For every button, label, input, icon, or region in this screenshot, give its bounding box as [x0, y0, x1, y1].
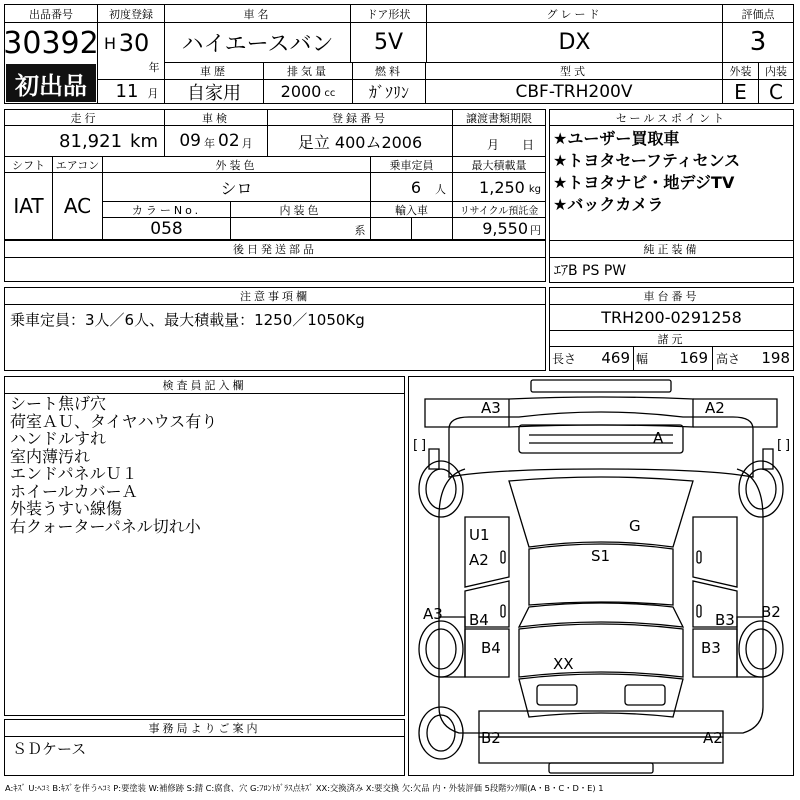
inspector-label: 検査員記入欄 [5, 377, 404, 393]
shift: IAT [13, 194, 44, 218]
insp-month-unit: 月 [241, 137, 253, 150]
door-label: ドア形状 [351, 5, 426, 22]
history: 自家用 [187, 82, 241, 104]
dims-label: 諸元 [550, 331, 793, 346]
svg-text:[: [ [413, 438, 419, 453]
damage-mark-a2-front-right: A2 [705, 399, 725, 417]
capacity-label: 乗車定員 [371, 157, 452, 172]
damage-mark-b3-right-quarter: B3 [701, 639, 721, 657]
month-unit: 月 [147, 87, 159, 100]
equipment: ｴｱB PS PW [554, 263, 627, 279]
length-value: 469 [601, 349, 630, 367]
reg-no-label: 登録番号 [268, 110, 452, 125]
reg-no: 足立 400ム2006 [297, 132, 423, 152]
interior-label: 内装 [759, 63, 793, 79]
sales-label: セールスポイント [550, 110, 793, 125]
caution-label: 注意事項欄 [5, 288, 545, 304]
sales-point: ★バックカメラ [553, 195, 664, 214]
model-label: 型式 [426, 63, 722, 79]
reg-month: 11 [115, 80, 139, 102]
sales-point: ★トヨタセーフティセンス [553, 151, 741, 170]
length-label: 長さ [552, 351, 577, 366]
recycle-label: リサイクル預託金 [453, 202, 545, 217]
color: シロ [220, 178, 253, 198]
inspector-note: エンドパネルＵ１ [10, 464, 138, 483]
reg-year: 30 [118, 29, 150, 57]
grade-label: グレード [427, 5, 722, 22]
load-label: 最大積載量 [453, 157, 545, 172]
svg-text:[: [ [777, 438, 783, 453]
interior-grade: C [769, 79, 783, 104]
chassis-label: 車台番号 [550, 288, 793, 304]
color-label: 外装色 [103, 157, 370, 172]
office-text: ＳＤケース [12, 739, 87, 758]
inspector-note: ホイールカバーＡ [10, 481, 138, 501]
import-label: 輸入車 [371, 202, 452, 217]
displacement [264, 80, 352, 103]
ac: AC [63, 194, 92, 218]
inspection [165, 126, 267, 156]
damage-mark-a3-left-side: A3 [423, 605, 443, 623]
insp-year-unit: 年 [204, 137, 215, 150]
grade: DX [558, 29, 591, 55]
ac-label: エアコン [53, 157, 102, 172]
dims-length [552, 348, 630, 368]
year-unit: 年 [148, 61, 160, 74]
damage-mark-a3-front-left: A3 [481, 399, 501, 417]
history-label: 車歴 [165, 63, 263, 79]
load [453, 174, 545, 200]
model: CBF-TRH200V [515, 81, 633, 102]
office-label: 事務局よりご案内 [5, 720, 404, 736]
caution-text: 乗車定員：3人／6人、最大積載量：1250／1050Kg [10, 310, 365, 329]
displacement-label: 排気量 [264, 63, 352, 79]
shift-label: シフト [5, 157, 52, 172]
color-no: 058 [150, 218, 183, 239]
dims-width [636, 348, 708, 368]
svg-text:]: ] [421, 438, 427, 453]
sales-points [553, 128, 793, 216]
capacity [371, 174, 452, 200]
displacement-unit: cc [324, 88, 336, 99]
damage-mark-s1-roof: S1 [591, 547, 611, 565]
era: H [103, 33, 117, 53]
inspector-note: 室内薄汚れ [10, 446, 91, 466]
damage-mark-u1-left-door: U1 [469, 526, 490, 544]
door-type: 5V [373, 29, 404, 55]
inspector-note: 荷室ＡＵ、タイヤハウス有り [10, 411, 218, 431]
damage-mark-a2-left-door: A2 [469, 551, 489, 569]
car-diagram [409, 377, 793, 775]
sales-point: ★ユーザー買取車 [553, 129, 680, 148]
mileage-label: 走行 [5, 110, 164, 125]
inspector-notes [10, 395, 400, 535]
damage-mark-b2-right-side: B2 [761, 603, 781, 621]
insp-month: 02 [218, 131, 240, 151]
first-reg-label: 初度登録 [98, 5, 164, 22]
mileage-unit: km [130, 130, 158, 152]
lot-number: 30392 [3, 25, 99, 61]
insp-year: 09 [179, 131, 201, 151]
transfer-month-unit: 月 [486, 137, 499, 152]
load-unit: kg [528, 183, 541, 195]
damage-mark-a2-rear-right: A2 [703, 729, 723, 747]
mileage-value: 81,921 [59, 130, 123, 152]
inspection-label: 車検 [165, 110, 267, 125]
height-label: 高さ [716, 351, 741, 366]
damage-mark-b2-rear-left: B2 [481, 729, 501, 747]
inspector-note: ハンドルすれ [10, 429, 107, 448]
interior-color-label: 内装色 [231, 202, 370, 217]
damage-mark-b3-right-rear-door: B3 [715, 611, 735, 629]
mileage [5, 126, 164, 156]
fuel: ｶﾞｿﾘﾝ [368, 83, 409, 102]
inspector-note: 右クォーターパネル切れ小 [10, 516, 201, 536]
damage-mark-b4-left-quarter: B4 [481, 639, 501, 657]
exterior-label: 外装 [723, 63, 758, 79]
damage-mark-a-bumper: A [653, 429, 664, 447]
equipment-label: 純正装備 [550, 241, 793, 257]
damage-mark-b4-left-rear-door: B4 [469, 611, 489, 629]
recycle-unit: 円 [530, 224, 541, 237]
car-name: ハイエースバン [181, 31, 334, 57]
width-label: 幅 [636, 351, 649, 366]
load-value: 1,250 [479, 177, 525, 197]
width-value: 169 [679, 349, 708, 367]
capacity-unit: 人 [435, 183, 446, 196]
dims-height [716, 348, 790, 368]
interior-color-unit: 系 [354, 224, 366, 237]
inspector-note: シート焦げ穴 [10, 394, 107, 413]
displacement-value: 2000 [280, 82, 322, 101]
legend: A:ｷｽﾞ U:ﾍｺﾐ B:ｷｽﾞを伴うﾍｺﾐ P:要塗装 W:補修跡 S:錆 C:腐食、穴 G:ﾌﾛﾝﾄｶﾞﾗｽ点ｷｽﾞ XX:交換済み X:要交換 欠:欠品 内・外装評価 5段階ﾗﾝｸ順(A・B・C・D・E) 1 [5, 783, 604, 793]
color-no-label: カラーNo. [103, 202, 230, 217]
recycle-value: 9,550 [482, 219, 528, 238]
exterior-grade: E [734, 79, 747, 104]
damage-mark-xx-rear-glass: XX [553, 655, 574, 673]
chassis-number: TRH200-0291258 [601, 307, 742, 327]
inspector-note: 外装うすい線傷 [10, 499, 123, 518]
recycle [453, 218, 545, 239]
capacity-value: 6 [410, 177, 421, 197]
fuel-label: 燃料 [353, 63, 425, 79]
first-listing-badge: 初出品 [6, 64, 96, 102]
height-value: 198 [761, 349, 790, 367]
transfer-day-unit: 日 [521, 137, 534, 152]
transfer-label: 譲渡書類期限 [453, 110, 545, 125]
later-parts-label: 後日発送部品 [5, 241, 545, 257]
sales-point: ★トヨタナビ・地デジTV [553, 173, 735, 192]
svg-text:]: ] [785, 438, 791, 453]
damage-mark-g-windshield: G [629, 517, 641, 535]
lot-label: 出品番号 [5, 5, 97, 22]
score: 3 [749, 27, 767, 57]
car-name-label: 車名 [165, 5, 350, 22]
score-label: 評価点 [723, 5, 793, 22]
